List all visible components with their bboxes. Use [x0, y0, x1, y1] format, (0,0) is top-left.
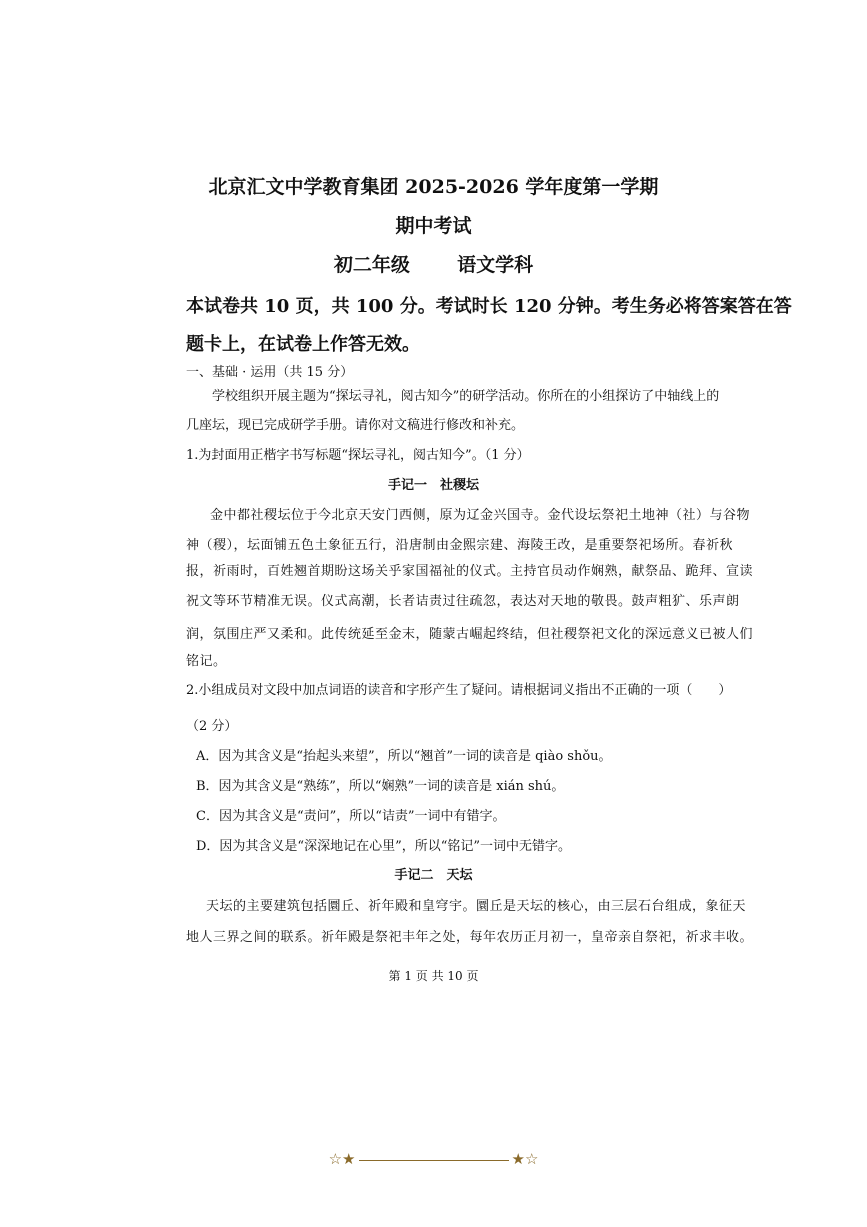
note-2-heading: 手记二 天坛 — [394, 868, 473, 883]
note-1-heading: 手记一 社稷坛 — [387, 478, 479, 493]
note-1-line: 润，氛围庄严又柔和。此传统延至金末，随蒙古崛起终结，但社稷祭祀文化的深远意义已被人们 — [186, 627, 754, 642]
question-2-points: （2 分） — [186, 719, 238, 734]
option-b: B．因为其含义是“熟练”，所以“娴熟”一词的读音是 xián shú。 — [196, 779, 565, 794]
option-d: D．因为其含义是“深深地记在心里”，所以“铭记”一词中无错字。 — [196, 839, 572, 854]
option-a: A．因为其含义是“抬起头来望”，所以“翘首”一词的读音是 qiào shǒu。 — [196, 749, 612, 764]
note-1-line: 神（稷），坛面铺五色土象征五行，沿唐制由金熙宗建、海陵王改，是重要祭祀场所。春祈秋 — [186, 538, 734, 553]
note-1-line: 铭记。 — [186, 654, 227, 669]
star-icon: ☆★ — [328, 1150, 356, 1168]
note-1-line: 金中都社稷坛位于今北京天安门西侧，原为辽金兴国寺。金代设坛祭祀土地神（社）与谷物 — [210, 508, 751, 523]
star-icon: ★☆ — [511, 1150, 539, 1168]
note-2-line: 天坛的主要建筑包括圜丘、祈年殿和皇穹宇。圜丘是天坛的核心，由三层石台组成，象征天 — [206, 899, 747, 914]
note-2-line: 地人三界之间的联系。祈年殿是祭祀丰年之处，每年农历正月初一，皇帝亲自祭祀，祈求丰收。 — [186, 930, 754, 945]
school-title: 北京汇文中学教育集团 2025-2026 学年度第一学期 — [208, 176, 659, 198]
note-1-line: 祝文等环节精准无误。仪式高潮，长者诘责过往疏忽，表达对天地的敬畏。鼓声粗犷、乐声朗 — [186, 594, 740, 609]
question-1: 1.为封面用正楷字书写标题“探坛寻礼，阅古知今”。（1 分） — [186, 448, 530, 463]
grade-label: 初二年级 — [333, 254, 410, 276]
footer-ornament — [0, 1150, 867, 1168]
option-c: C．因为其含义是“责问”，所以“诘责”一词中有错字。 — [196, 809, 506, 824]
subject-label: 语文学科 — [457, 254, 534, 276]
page-number: 第 1 页 共 10 页 — [388, 969, 479, 983]
note-1-line: 报，祈雨时，百姓翘首期盼这场关乎家国福祉的仪式。主持官员动作娴熟，献祭品、跪拜、宣读 — [186, 564, 754, 579]
ornament-rule — [359, 1160, 509, 1161]
notice-line-2: 题卡上，在试卷上作答无效。 — [186, 334, 420, 355]
exam-name: 期中考试 — [395, 215, 472, 237]
notice-line-1: 本试卷共 10 页，共 100 分。考试时长 120 分钟。考生务必将答案答在答 — [186, 296, 792, 317]
section-title: 一、基础 · 运用（共 15 分） — [186, 365, 354, 380]
grade-subject-line — [0, 250, 867, 277]
section-intro-line-2: 几座坛，现已完成研学手册。请你对文稿进行修改和补充。 — [186, 418, 525, 433]
section-intro-line-1: 学校组织开展主题为“探坛寻礼，阅古知今”的研学活动。你所在的小组探访了中轴线上的 — [212, 389, 720, 404]
question-2-stem: 2.小组成员对文段中加点词语的读音和字形产生了疑问。请根据词义指出不正确的一项（ ） — [186, 683, 732, 698]
